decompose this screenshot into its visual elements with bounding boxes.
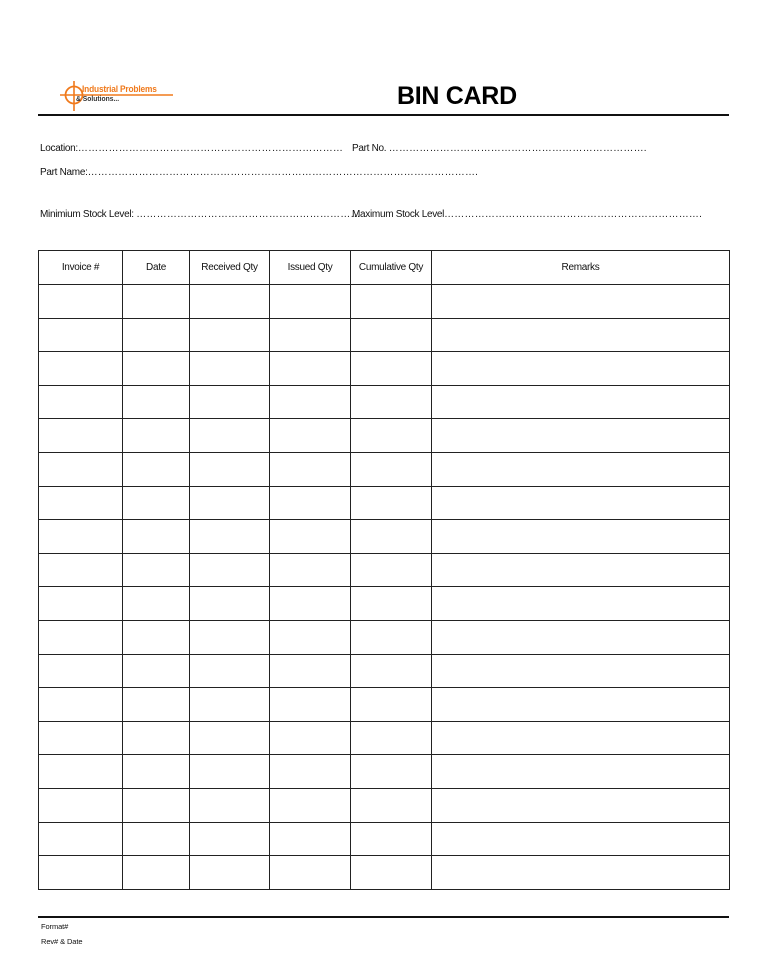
cell-remarks[interactable] [432, 654, 730, 688]
header-divider [38, 114, 729, 116]
cell-remarks[interactable] [432, 721, 730, 755]
cell-remarks[interactable] [432, 587, 730, 621]
cell-issued-qty[interactable] [270, 553, 351, 587]
cell-date[interactable] [123, 721, 190, 755]
bin-card-table [38, 250, 730, 890]
cell-received-qty[interactable] [190, 620, 270, 654]
table-row [39, 856, 730, 890]
cell-received-qty[interactable] [190, 385, 270, 419]
location-label: Location: [40, 143, 78, 154]
cell-date[interactable] [123, 352, 190, 386]
table-row [39, 721, 730, 755]
cell-issued-qty[interactable] [270, 822, 351, 856]
location-field[interactable] [40, 143, 343, 154]
cell-remarks[interactable] [432, 452, 730, 486]
table-row [39, 419, 730, 453]
cell-date[interactable] [123, 520, 190, 554]
cell-cumulative-qty[interactable] [351, 688, 432, 722]
table-header-row [39, 251, 730, 285]
cell-received-qty[interactable] [190, 520, 270, 554]
table-row [39, 688, 730, 722]
cell-issued-qty[interactable] [270, 755, 351, 789]
cell-received-qty[interactable] [190, 318, 270, 352]
cell-remarks[interactable] [432, 620, 730, 654]
cell-cumulative-qty[interactable] [351, 486, 432, 520]
part-no-dots: …………………………………………………………………. [388, 143, 647, 154]
cell-received-qty[interactable] [190, 721, 270, 755]
cell-remarks[interactable] [432, 486, 730, 520]
cell-issued-qty[interactable] [270, 788, 351, 822]
cell-date[interactable] [123, 688, 190, 722]
cell-date[interactable] [123, 587, 190, 621]
table-row [39, 285, 730, 319]
table-row [39, 822, 730, 856]
cell-cumulative-qty[interactable] [351, 553, 432, 587]
cell-received-qty[interactable] [190, 688, 270, 722]
cell-invoice[interactable] [39, 419, 123, 453]
cell-issued-qty[interactable] [270, 856, 351, 890]
cell-invoice[interactable] [39, 486, 123, 520]
cell-remarks[interactable] [432, 352, 730, 386]
cell-issued-qty[interactable] [270, 721, 351, 755]
table-row [39, 520, 730, 554]
cell-invoice[interactable] [39, 553, 123, 587]
cell-remarks[interactable] [432, 688, 730, 722]
cell-remarks[interactable] [432, 553, 730, 587]
col-remarks: Remarks [432, 251, 730, 285]
cell-date[interactable] [123, 419, 190, 453]
cell-invoice[interactable] [39, 385, 123, 419]
cell-cumulative-qty[interactable] [351, 318, 432, 352]
cell-invoice[interactable] [39, 520, 123, 554]
table-row [39, 553, 730, 587]
part-name-field[interactable] [40, 167, 478, 178]
cell-cumulative-qty[interactable] [351, 352, 432, 386]
cell-issued-qty[interactable] [270, 352, 351, 386]
cell-invoice[interactable] [39, 721, 123, 755]
cell-date[interactable] [123, 318, 190, 352]
cell-cumulative-qty[interactable] [351, 587, 432, 621]
cell-remarks[interactable] [432, 755, 730, 789]
max-stock-field[interactable] [352, 209, 702, 220]
cell-date[interactable] [123, 285, 190, 319]
rev-date-label: Rev# & Date [41, 937, 83, 946]
cell-received-qty[interactable] [190, 419, 270, 453]
col-date: Date [123, 251, 190, 285]
cell-remarks[interactable] [432, 285, 730, 319]
cell-invoice[interactable] [39, 587, 123, 621]
cell-received-qty[interactable] [190, 486, 270, 520]
cell-cumulative-qty[interactable] [351, 654, 432, 688]
part-no-field[interactable] [352, 143, 647, 154]
location-dots: …………………………………………………………………… [77, 143, 344, 154]
cell-cumulative-qty[interactable] [351, 520, 432, 554]
cell-remarks[interactable] [432, 822, 730, 856]
col-invoice: Invoice # [39, 251, 123, 285]
cell-received-qty[interactable] [190, 755, 270, 789]
cell-issued-qty[interactable] [270, 452, 351, 486]
col-received-qty: Received Qty [190, 251, 270, 285]
col-cumulative-qty: Cumulative Qty [351, 251, 432, 285]
table-row [39, 318, 730, 352]
cell-cumulative-qty[interactable] [351, 620, 432, 654]
logo-line-1: Industrial Problems [82, 84, 157, 95]
cell-remarks[interactable] [432, 856, 730, 890]
part-name-label: Part Name: [40, 167, 88, 178]
cell-invoice[interactable] [39, 822, 123, 856]
cell-date[interactable] [123, 856, 190, 890]
cell-date[interactable] [123, 385, 190, 419]
table-row [39, 587, 730, 621]
cell-issued-qty[interactable] [270, 486, 351, 520]
cell-issued-qty[interactable] [270, 318, 351, 352]
cell-date[interactable] [123, 486, 190, 520]
cell-cumulative-qty[interactable] [351, 419, 432, 453]
cell-received-qty[interactable] [190, 285, 270, 319]
min-stock-label: Minimium Stock Level: [40, 209, 134, 220]
cell-received-qty[interactable] [190, 352, 270, 386]
min-stock-dots: ………………………………………………………… [136, 209, 361, 220]
cell-invoice[interactable] [39, 654, 123, 688]
cell-cumulative-qty[interactable] [351, 452, 432, 486]
cell-invoice[interactable] [39, 352, 123, 386]
company-logo [58, 79, 178, 113]
cell-received-qty[interactable] [190, 788, 270, 822]
table-row [39, 620, 730, 654]
part-name-dots: ……………………………………………………………………………………………………. [87, 167, 479, 178]
max-stock-dots: …………………………………………………………………. [444, 209, 703, 220]
cell-remarks[interactable] [432, 385, 730, 419]
cell-cumulative-qty[interactable] [351, 755, 432, 789]
cell-cumulative-qty[interactable] [351, 788, 432, 822]
col-issued-qty: Issued Qty [270, 251, 351, 285]
cell-invoice[interactable] [39, 452, 123, 486]
cell-date[interactable] [123, 553, 190, 587]
cell-remarks[interactable] [432, 318, 730, 352]
table-row [39, 486, 730, 520]
cell-date[interactable] [123, 654, 190, 688]
table-row [39, 755, 730, 789]
cell-date[interactable] [123, 755, 190, 789]
table-row [39, 788, 730, 822]
cell-received-qty[interactable] [190, 822, 270, 856]
cell-issued-qty[interactable] [270, 419, 351, 453]
cell-issued-qty[interactable] [270, 385, 351, 419]
max-stock-label: Maximum Stock Level [352, 209, 445, 220]
table-row [39, 452, 730, 486]
cell-received-qty[interactable] [190, 654, 270, 688]
cell-invoice[interactable] [39, 856, 123, 890]
cell-date[interactable] [123, 822, 190, 856]
cell-issued-qty[interactable] [270, 520, 351, 554]
cell-received-qty[interactable] [190, 856, 270, 890]
table-row [39, 654, 730, 688]
cell-issued-qty[interactable] [270, 587, 351, 621]
table-row [39, 352, 730, 386]
format-label: Format# [41, 922, 69, 931]
table-row [39, 385, 730, 419]
cell-cumulative-qty[interactable] [351, 856, 432, 890]
cell-issued-qty[interactable] [270, 688, 351, 722]
cell-remarks[interactable] [432, 788, 730, 822]
cell-issued-qty[interactable] [270, 654, 351, 688]
cell-date[interactable] [123, 620, 190, 654]
cell-remarks[interactable] [432, 520, 730, 554]
cell-date[interactable] [123, 452, 190, 486]
cell-remarks[interactable] [432, 419, 730, 453]
page-title: BIN CARD [397, 82, 517, 110]
min-stock-field[interactable] [40, 209, 361, 220]
cell-invoice[interactable] [39, 688, 123, 722]
cell-invoice[interactable] [39, 318, 123, 352]
cell-invoice[interactable] [39, 755, 123, 789]
cell-cumulative-qty[interactable] [351, 385, 432, 419]
cell-received-qty[interactable] [190, 553, 270, 587]
cell-cumulative-qty[interactable] [351, 822, 432, 856]
footer-divider [38, 916, 729, 918]
cell-issued-qty[interactable] [270, 285, 351, 319]
cell-invoice[interactable] [39, 788, 123, 822]
cell-received-qty[interactable] [190, 452, 270, 486]
cell-invoice[interactable] [39, 285, 123, 319]
part-no-label: Part No. [352, 143, 387, 154]
cell-date[interactable] [123, 788, 190, 822]
cell-invoice[interactable] [39, 620, 123, 654]
logo-line-2: & Solutions... [76, 94, 120, 103]
cell-cumulative-qty[interactable] [351, 285, 432, 319]
cell-cumulative-qty[interactable] [351, 721, 432, 755]
cell-received-qty[interactable] [190, 587, 270, 621]
cell-issued-qty[interactable] [270, 620, 351, 654]
